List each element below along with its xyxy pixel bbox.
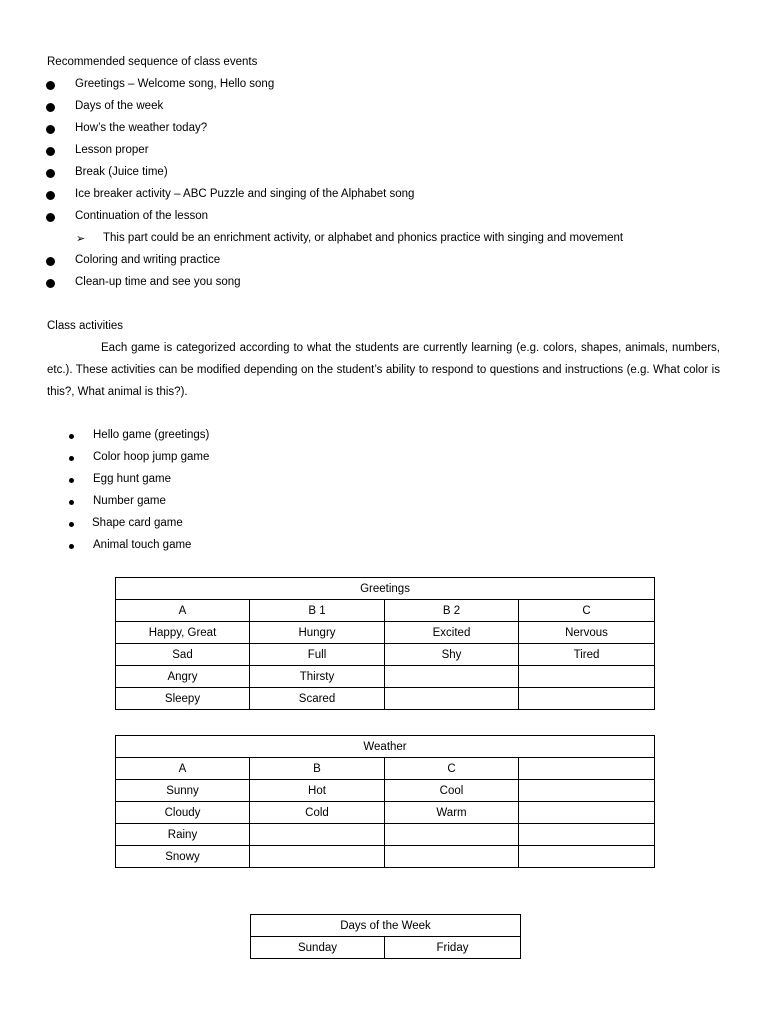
table-header-cell: C [519, 600, 655, 622]
bullet-icon [46, 125, 55, 134]
arrow-bullet-icon: ➢ [76, 233, 86, 245]
activities-heading: Class activities [47, 320, 124, 332]
table-header-cell: B 2 [385, 600, 519, 622]
table-cell [519, 666, 655, 688]
table-row [116, 824, 655, 846]
table-header-row [116, 758, 655, 780]
table-cell [250, 824, 385, 846]
bullet-icon [46, 191, 55, 200]
bullet-icon [46, 103, 55, 112]
table-cell [519, 780, 655, 802]
bullet-icon [46, 81, 55, 90]
bullet-icon [69, 522, 74, 527]
table-cell: Sleepy [116, 688, 250, 710]
table-header-cell: B [250, 758, 385, 780]
table-cell [385, 846, 519, 868]
table-cell: Hot [250, 780, 385, 802]
table-cell: Thirsty [250, 666, 385, 688]
bullet-icon [69, 456, 74, 461]
table-cell: Rainy [116, 824, 250, 846]
table-cell [385, 666, 519, 688]
table-cell: Full [250, 644, 385, 666]
bullet-icon [46, 279, 55, 288]
table-cell [385, 688, 519, 710]
table-title: Days of the Week [251, 915, 521, 937]
table-cell: Friday [385, 937, 521, 959]
bullet-icon [69, 500, 74, 505]
bullet-icon [46, 147, 55, 156]
table-cell [385, 824, 519, 846]
bullet-icon [69, 478, 74, 483]
table-cell: Scared [250, 688, 385, 710]
table-title: Weather [116, 736, 655, 758]
table-cell: Snowy [116, 846, 250, 868]
table-title: Greetings [116, 578, 655, 600]
table-cell: Cloudy [116, 802, 250, 824]
table-cell: Sunny [116, 780, 250, 802]
table-row [116, 780, 655, 802]
table-cell: Sunday [251, 937, 385, 959]
document-page: Recommended sequence of class events Greetings – Welcome song, Hello song Days of the week How’s the weather today? Lesson proper Break (Juice time) Ice breaker activity – ABC Puzzle and singing of the Alphabet song Continuation of the lesson ➢ This part could be an enrichment activity, or alphabet and phonics practice with singing and movement Coloring and writing practice Clean-up time and see you song Class activities Each game is categorized according to what the students are currently learning (e.g. colors, shapes, animals, numbers, etc.). These activities can be modified depending on the student’s ability to respond to questions and instructions (e.g. What color is this?, What animal is this?). Hello game (greetings) Color hoop jump game Egg hunt game Number game Shape card game Animal touch game Greetings A B 1 B 2 C Happy, Great Hungry Excited Nervous Sad Full Shy Tired Angry Thirsty Sleepy Scared Weather A B C Sunny Hot Cool Cloudy Cold Warm Rainy Snowy Days of the Week Sunday Friday [0, 0, 768, 1024]
table-cell: Shy [385, 644, 519, 666]
table-row [116, 666, 655, 688]
table-row [251, 937, 521, 959]
table-row [116, 846, 655, 868]
bullet-icon [46, 169, 55, 178]
activities-paragraph: Each game is categorized according to what the students are currently learning (e.g. colors, shapes, animals, numbers, etc.). These activities can be modified depending on the student’s ability to respond to questions and instructions (e.g. What color is this?, What animal is this?). [47, 342, 720, 398]
table-cell: Cool [385, 780, 519, 802]
table-cell: Happy, Great [116, 622, 250, 644]
greetings-table [115, 577, 655, 710]
table-cell [519, 824, 655, 846]
table-header-row [116, 600, 655, 622]
table-row [116, 802, 655, 824]
table-header-cell [519, 758, 655, 780]
table-cell: Warm [385, 802, 519, 824]
table-header-cell: A [116, 600, 250, 622]
table-cell: Sad [116, 644, 250, 666]
table-cell: Cold [250, 802, 385, 824]
table-row [116, 622, 655, 644]
days-table [250, 914, 521, 959]
table-cell: Nervous [519, 622, 655, 644]
table-row [116, 644, 655, 666]
table-cell: Excited [385, 622, 519, 644]
table-cell: Hungry [250, 622, 385, 644]
table-cell [519, 688, 655, 710]
weather-table [115, 735, 655, 868]
bullet-icon [69, 434, 74, 439]
table-header-cell: A [116, 758, 250, 780]
table-cell [519, 802, 655, 824]
table-row [116, 688, 655, 710]
sequence-heading: Recommended sequence of class events [47, 56, 258, 68]
table-cell: Angry [116, 666, 250, 688]
bullet-icon [46, 257, 55, 266]
bullet-icon [46, 213, 55, 222]
table-header-cell: C [385, 758, 519, 780]
table-cell [250, 846, 385, 868]
table-header-cell: B 1 [250, 600, 385, 622]
table-cell [519, 846, 655, 868]
bullet-icon [69, 544, 74, 549]
table-cell: Tired [519, 644, 655, 666]
